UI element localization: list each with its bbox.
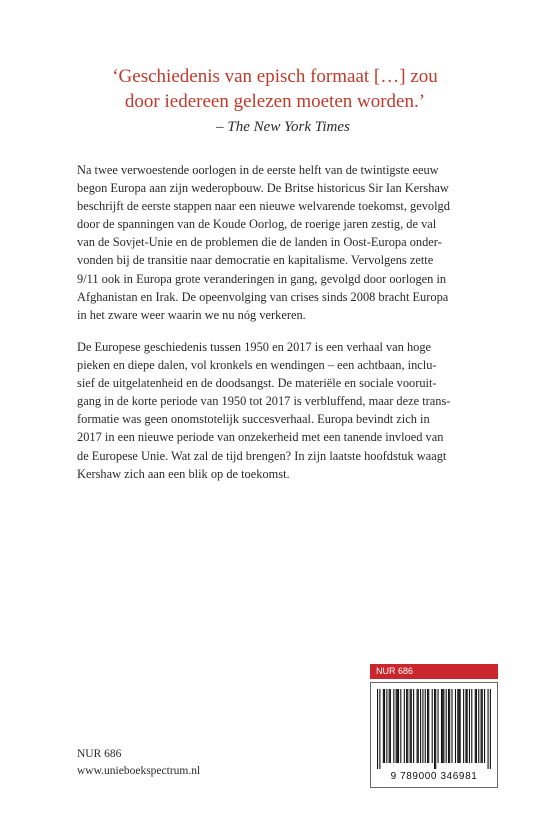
barcode-bar xyxy=(389,689,390,763)
barcode-bar xyxy=(488,689,489,769)
barcode-bar xyxy=(383,689,384,763)
barcode-bar xyxy=(460,689,461,763)
barcode-bar xyxy=(386,689,387,763)
barcode-bar xyxy=(384,689,385,763)
blurb-paragraph-2 xyxy=(77,338,497,483)
barcode-bar xyxy=(449,689,450,763)
barcode-bar xyxy=(458,689,459,763)
barcode-bar xyxy=(390,689,391,763)
barcode-bar xyxy=(446,689,447,763)
text-line: gang in de korte periode van 1950 tot 2017 is verbluffend, maar deze trans- xyxy=(77,394,451,409)
barcode-bar xyxy=(484,689,485,763)
barcode-bar xyxy=(397,689,398,763)
barcode-bar xyxy=(432,689,433,763)
barcode-bar xyxy=(457,689,458,763)
quote-block xyxy=(60,64,490,114)
barcode-bar xyxy=(471,689,472,763)
quote-line-2: door iedereen gelezen moeten worden.’ xyxy=(124,91,426,112)
barcode-bar xyxy=(465,689,466,763)
text-line: 9/11 ook in Europa grote veranderingen in gang, gevolgd door oorlogen in xyxy=(77,271,447,286)
text-line: door de spanningen van de Koude Oorlog, de roerige jaren zestig, de val xyxy=(77,217,437,232)
barcode-bar xyxy=(404,689,405,763)
text-line: beschrijft de eerste stappen naar een nieuwe welvarende toekomst, gevolgd xyxy=(77,199,450,214)
footer-url: www.unieboekspectrum.nl xyxy=(77,765,201,777)
barcode-bar xyxy=(393,689,394,763)
text-line: van de Sovjet-Unie en de problemen die de landen in Oost-Europa onder- xyxy=(77,235,442,250)
barcode-bar xyxy=(463,689,464,763)
barcode-bar xyxy=(410,689,411,763)
barcode-bar xyxy=(406,689,407,763)
isbn-digits: 9 789000 346981 xyxy=(390,771,478,782)
text-line: pieken en diepe dalen, vol kronkels en wendingen – een achtbaan, inclu- xyxy=(77,358,437,373)
barcode-bar xyxy=(448,689,449,763)
barcode-bar xyxy=(398,689,399,763)
barcode-bar xyxy=(469,689,470,763)
barcode-bar xyxy=(411,689,412,763)
barcode-bars-icon xyxy=(377,689,491,769)
barcode-bar xyxy=(417,689,418,763)
barcode-bar xyxy=(435,689,436,769)
barcode-bar xyxy=(434,689,435,769)
quote-line-1: ‘Geschiedenis van episch formaat […] zou xyxy=(112,66,438,87)
barcode-bar xyxy=(425,689,426,763)
text-line: Na twee verwoestende oorlogen in de eerste helft van de twintigste eeuw xyxy=(77,163,439,177)
isbn-barcode xyxy=(370,682,498,788)
barcode-bar xyxy=(441,689,442,763)
attribution-source: The New York Times xyxy=(227,119,350,135)
barcode-bar xyxy=(413,689,414,763)
barcode-bar xyxy=(379,689,380,769)
quote-attribution xyxy=(60,119,506,136)
barcode-bar xyxy=(420,689,421,763)
text-line: vonden bij de transitie naar democratie en kapitalisme. Vervolgens zette xyxy=(77,253,434,268)
barcode-bar xyxy=(455,689,456,763)
barcode-bar xyxy=(422,689,423,763)
barcode-bar xyxy=(482,689,483,763)
footer-nur: NUR 686 xyxy=(77,748,122,760)
barcode-bar xyxy=(443,689,444,763)
attribution-dash: – xyxy=(216,119,228,135)
barcode-bar xyxy=(490,689,491,769)
barcode-bar xyxy=(475,689,476,763)
text-line: Kershaw zich aan een blik op de toekomst. xyxy=(77,466,290,481)
barcode-bar xyxy=(467,689,468,763)
barcode-bar xyxy=(396,689,397,763)
barcode-bar xyxy=(418,689,419,763)
text-line: de Europese Unie. Wat zal de tijd brengen? In zijn laatste hoofdstuk waagt xyxy=(77,448,447,463)
barcode-bar xyxy=(481,689,482,763)
text-line: Afghanistan en Irak. De opeenvolging van crises sinds 2008 bracht Europa xyxy=(77,289,449,304)
barcode-bar xyxy=(407,689,408,763)
barcode-bar xyxy=(476,689,477,763)
barcode-bar xyxy=(437,689,438,763)
text-line: 2017 in een nieuwe periode van onzekerheid met een tanende invloed van xyxy=(77,430,444,445)
text-line: De Europese geschiedenis tussen 1950 en 2017 is een verhaal van hoge xyxy=(77,340,432,354)
text-line: sief de uitgelatenheid en de doodsangst. De materiële en sociale vooruit- xyxy=(77,376,437,391)
blurb-paragraph-1 xyxy=(77,161,497,324)
text-line: in het zware weer waarin we nu nóg verkeren. xyxy=(77,307,306,322)
text-line: formatie was geen onomstotelijk succesverhaal. Europa bevindt zich in xyxy=(77,412,430,427)
barcode-bar xyxy=(442,689,443,763)
barcode-bar xyxy=(451,689,452,763)
barcode-bar xyxy=(428,689,429,763)
barcode-bar xyxy=(427,689,428,763)
barcode-bar xyxy=(478,689,479,763)
barcode-bar xyxy=(377,689,378,769)
nur-label-box: NUR 686 xyxy=(370,664,498,679)
text-line: begon Europa aan zijn wederopbouw. De Britse historicus Sir Ian Kershaw xyxy=(77,181,449,196)
barcode-bar xyxy=(400,689,401,763)
